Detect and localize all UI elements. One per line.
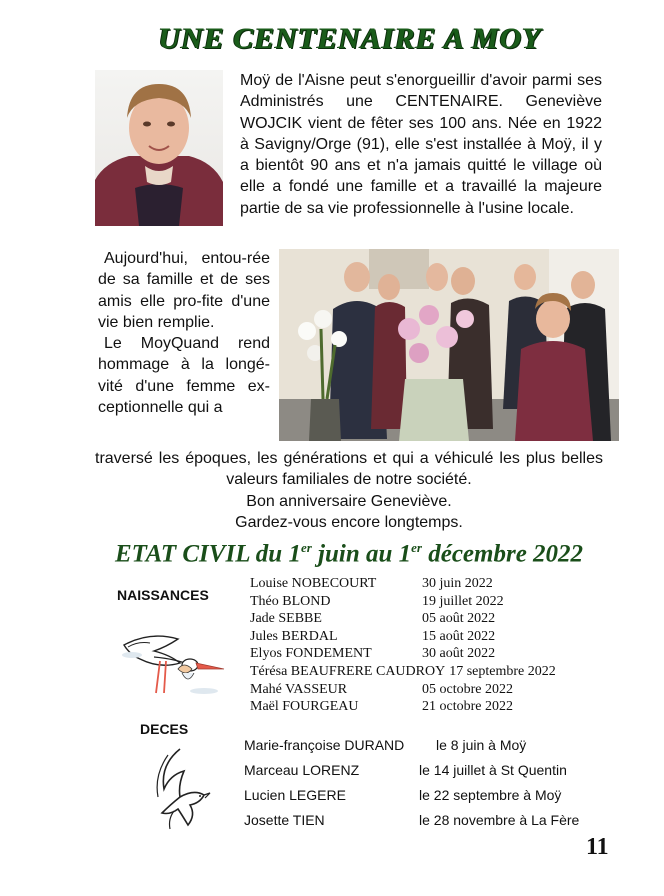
continuation-text: traversé les époques, les générations et qui a véhiculé les plus belles valeurs familiales de notre société. — [95, 450, 603, 489]
deaths-list — [244, 735, 579, 835]
closing-text — [95, 448, 603, 533]
etat-civil-heading: ETAT CIVIL du 1er juin au 1er décembre 2022 — [115, 540, 584, 568]
left-text-2: Le MoyQuand rend hommage à la longé-vité d'une femme ex-ceptionnelle qui a — [98, 335, 270, 417]
birth-row: Térésa BEAUFRERE CAUDROY 17 septembre 2022 — [250, 663, 556, 679]
left-text-1: Aujourd'hui, entou-rée de sa famille et de ses amis elle pro-fite d'une vie bien remplie. — [98, 250, 270, 331]
death-row: Marceau LORENZ le 14 juillet à St Quentin — [244, 762, 567, 778]
family-group-photo — [279, 249, 619, 441]
birth-row: Jules BERDAL 15 août 2022 — [250, 628, 496, 644]
birth-row: Jade SEBBE 05 août 2022 — [250, 611, 496, 627]
birth-row: Maël FOURGEAU 21 octobre 2022 — [250, 699, 513, 715]
birthday-wish: Bon anniversaire Geneviève. — [246, 492, 452, 510]
birth-row: Mahé VASSEUR 05 octobre 2022 — [250, 681, 513, 697]
birth-row: Louise NOBECOURT 30 juin 2022 — [250, 576, 493, 591]
dove-icon — [150, 745, 212, 836]
centenarian-portrait-photo — [95, 70, 223, 226]
deces-label: DECES — [140, 721, 189, 737]
page-number: 11 — [586, 834, 609, 860]
death-row: Lucien LEGERE le 22 septembre à Moÿ — [244, 787, 562, 803]
naissances-label: NAISSANCES — [117, 587, 209, 603]
death-row: Josette TIEN le 28 novembre à La Fère — [244, 812, 580, 828]
birth-row: Elyos FONDEMENT 30 août 2022 — [250, 646, 496, 662]
death-row: Marie-françoise DURAND le 8 juin à Moÿ — [244, 737, 527, 753]
page-title: UNE CENTENAIRE A MOY — [158, 22, 542, 55]
births-list — [250, 575, 556, 716]
intro-paragraph: Moÿ de l'Aisne peut s'enorgueillir d'avoir parmi ses Administrés une CENTENAIRE. Geneviève WOJCIK vient de fêter ses 100 ans. Née en 1922 à Savigny/Orge (91), elle s'est installée à Moÿ, il y a bientôt 90 ans et n'a jamais quitté le village où elle a fondé une famille et a travaillé la majeure partie de sa vie professionnelle à l'usine locale. — [240, 72, 602, 217]
longevity-wish: Gardez-vous encore longtemps. — [235, 513, 463, 531]
left-column-text — [98, 248, 270, 418]
birth-row: Théo BLOND 19 juillet 2022 — [250, 593, 504, 609]
stork-with-baby-icon — [120, 625, 230, 702]
